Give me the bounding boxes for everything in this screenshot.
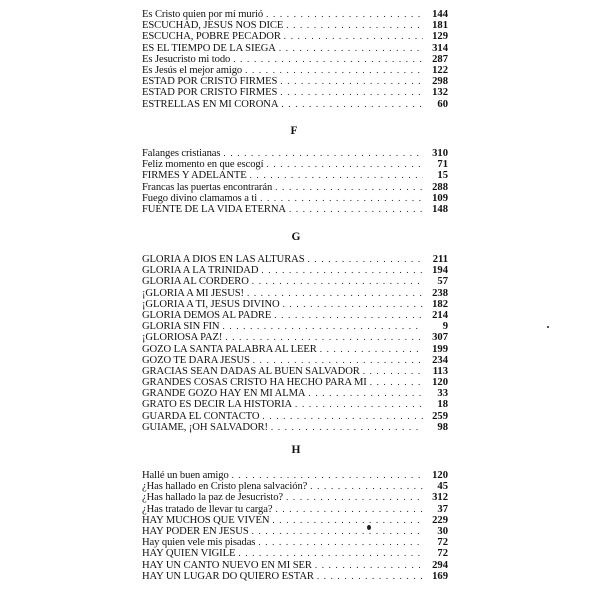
- dot-leader: [289, 204, 423, 215]
- index-section-e: [142, 9, 448, 110]
- entry-title: GLORIA A LA TRINIDAD: [142, 265, 259, 277]
- entry-page-number: 211: [432, 254, 448, 265]
- entry-page-number: 120: [432, 470, 448, 481]
- index-entry: [142, 355, 448, 366]
- entry-page-number: 18: [437, 399, 448, 411]
- entry-page-number: 194: [432, 265, 448, 277]
- index-entry: [142, 288, 448, 299]
- dot-leader: [284, 31, 423, 42]
- index-entry: [142, 182, 448, 193]
- entry-page-number: 30: [437, 525, 448, 537]
- index-entry: [142, 159, 448, 170]
- dot-leader: [320, 344, 423, 355]
- index-entry: [142, 537, 448, 548]
- entry-title: Es Jesús el mejor amigo: [142, 64, 243, 76]
- entry-page-number: 132: [432, 87, 448, 99]
- entry-page-number: 312: [432, 492, 448, 504]
- dot-leader: [315, 560, 423, 571]
- index-entry: [142, 560, 448, 571]
- entry-title: ¡GLORIA A MI JESUS!: [142, 287, 244, 299]
- entry-page-number: 60: [437, 98, 448, 110]
- entry-title: ESTAD POR CRISTO FIRMES: [142, 87, 278, 99]
- index-entry: [142, 254, 448, 265]
- entry-page-number: 144: [432, 9, 448, 20]
- index-entry: [142, 9, 448, 20]
- entry-title: HAY QUIEN VIGILE: [142, 548, 236, 560]
- entry-page-number: 148: [432, 203, 448, 215]
- entry-page-number: 229: [432, 514, 448, 526]
- entry-title: ESCUCHA, POBRE PECADOR: [142, 31, 281, 43]
- index-section-f: [142, 148, 448, 215]
- index-entry: [142, 148, 448, 159]
- dot-leader: [260, 193, 423, 204]
- dot-leader: [223, 148, 423, 159]
- index-entry: [142, 87, 448, 98]
- entry-page-number: 72: [437, 537, 448, 549]
- entry-title: ¿Has hallado en Cristo plena salvación?: [142, 481, 308, 493]
- entry-page-number: 234: [432, 354, 448, 366]
- entry-page-number: 9: [442, 321, 448, 333]
- index-entry: [142, 20, 448, 31]
- entry-title: Francas las puertas encontrarán: [142, 181, 273, 193]
- dot-leader: [279, 43, 423, 54]
- dot-leader: [252, 526, 423, 537]
- entry-title: Fuego divino clamamos a ti: [142, 192, 258, 204]
- index-entry: [142, 399, 448, 410]
- entry-title: GLORIA SIN FIN: [142, 321, 220, 333]
- entry-page-number: 71: [437, 159, 448, 171]
- dot-leader: [238, 548, 423, 559]
- dot-leader: [295, 399, 423, 410]
- entry-title: FIRMES Y ADELANTE: [142, 170, 247, 182]
- dot-leader: [247, 288, 423, 299]
- entry-title: GRACIAS SEAN DADAS AL BUEN SALVADOR: [142, 365, 360, 377]
- entry-page-number: 294: [432, 559, 448, 571]
- index-entry: [142, 299, 448, 310]
- entry-page-number: 181: [432, 20, 448, 32]
- index-entry: [142, 76, 448, 87]
- entry-page-number: 238: [432, 287, 448, 299]
- entry-page-number: 298: [432, 76, 448, 88]
- entry-title: Feliz momento en que escogí: [142, 159, 264, 171]
- entry-title: ESCUCHAD, JESUS NOS DICE: [142, 20, 284, 32]
- dot-leader: [275, 182, 423, 193]
- entry-title: ¡GLORIOSA PAZ!: [142, 332, 223, 344]
- index-entry: [142, 548, 448, 559]
- entry-page-number: 37: [437, 503, 448, 515]
- dot-leader: [266, 9, 423, 20]
- index-entry: [142, 504, 448, 515]
- entry-title: Hay quien vele mis pisadas: [142, 537, 256, 549]
- dot-leader: [370, 377, 423, 388]
- index-entry: [142, 43, 448, 54]
- entry-page-number: 122: [432, 64, 448, 76]
- entry-page-number: 72: [437, 548, 448, 560]
- index-section-g: [142, 254, 448, 433]
- dot-leader: [280, 87, 423, 98]
- entry-title: ESTAD POR CRISTO FIRMES: [142, 76, 278, 88]
- entry-title: HAY PODER EN JESUS: [142, 525, 249, 537]
- dot-leader: [286, 492, 423, 503]
- dot-leader: [283, 299, 423, 310]
- entry-title: Hallé un buen amigo: [142, 470, 229, 481]
- entry-title: ¿Has tratado de llevar tu carga?: [142, 503, 273, 515]
- entry-page-number: 15: [437, 170, 448, 182]
- index-entry: [142, 54, 448, 65]
- dot-leader: [363, 366, 423, 377]
- dot-leader: [274, 310, 423, 321]
- entry-title: HAY UN LUGAR DO QUIERO ESTAR: [142, 570, 314, 582]
- section-letter-h: H: [291, 444, 301, 456]
- scan-speck: [367, 525, 371, 530]
- entry-page-number: 307: [432, 332, 448, 344]
- entry-page-number: 199: [432, 343, 448, 355]
- dot-leader: [275, 504, 423, 515]
- entry-title: GUIAME, ¡OH SALVADOR!: [142, 421, 268, 433]
- entry-title: ESTRELLAS EN MI CORONA: [142, 98, 279, 110]
- index-entry: [142, 265, 448, 276]
- entry-title: Falanges cristianas: [142, 148, 221, 159]
- index-entry: [142, 377, 448, 388]
- entry-page-number: 214: [432, 309, 448, 321]
- dot-leader: [232, 470, 423, 481]
- entry-title: GLORIA A DIOS EN LAS ALTURAS: [142, 254, 305, 265]
- entry-title: GRANDE GOZO HAY EN MI ALMA: [142, 388, 306, 400]
- entry-title: GOZO TE DARA JESUS: [142, 354, 250, 366]
- entry-page-number: 310: [432, 148, 448, 159]
- dot-leader: [233, 54, 423, 65]
- index-entry: [142, 65, 448, 76]
- index-entry: [142, 310, 448, 321]
- index-entry: [142, 99, 448, 110]
- index-entry: [142, 170, 448, 181]
- entry-title: Es Jesucristo mi todo: [142, 53, 231, 65]
- index-entry: [142, 344, 448, 355]
- dot-leader: [253, 355, 423, 366]
- entry-page-number: 120: [432, 377, 448, 389]
- dot-leader: [308, 388, 423, 399]
- index-entry: [142, 388, 448, 399]
- entry-page-number: 314: [432, 42, 448, 54]
- entry-page-number: 259: [432, 410, 448, 422]
- entry-title: GRATO ES DECIR LA HISTORIA: [142, 399, 293, 411]
- entry-title: GLORIA DEMOS AL PADRE: [142, 309, 272, 321]
- dot-leader: [225, 332, 423, 343]
- dot-leader: [222, 321, 423, 332]
- entry-title: GRANDES COSAS CRISTO HA HECHO PARA MI: [142, 377, 367, 389]
- entry-title: FUENTE DE LA VIDA ETERNA: [142, 203, 286, 215]
- dot-leader: [261, 265, 423, 276]
- entry-title: HAY MUCHOS QUE VIVEN: [142, 514, 270, 526]
- index-entry: [142, 276, 448, 287]
- dot-leader: [272, 515, 423, 526]
- entry-title: ¡GLORIA A TI, JESUS DIVINO: [142, 298, 280, 310]
- scan-speck: [547, 326, 549, 328]
- index-entry: [142, 193, 448, 204]
- dot-leader: [281, 99, 423, 110]
- dot-leader: [308, 254, 423, 265]
- index-entry: [142, 526, 448, 537]
- entry-title: ¿Has hallado la paz de Jesucristo?: [142, 492, 284, 504]
- index-entry: [142, 492, 448, 503]
- entry-page-number: 33: [437, 388, 448, 400]
- dot-leader: [271, 422, 423, 433]
- entry-page-number: 113: [432, 365, 448, 377]
- dot-leader: [317, 571, 423, 582]
- index-entry: [142, 515, 448, 526]
- index-entry: [142, 31, 448, 42]
- entry-page-number: 109: [432, 192, 448, 204]
- dot-leader: [286, 20, 423, 31]
- dot-leader: [250, 170, 423, 181]
- index-entry: [142, 571, 448, 582]
- entry-title: GUARDA EL CONTACTO: [142, 410, 260, 422]
- index-entry: [142, 321, 448, 332]
- index-entry: [142, 332, 448, 343]
- index-entry: [142, 411, 448, 422]
- section-letter-f: F: [290, 125, 298, 137]
- entry-title: HAY UN CANTO NUEVO EN MI SER: [142, 559, 312, 571]
- entry-page-number: 98: [437, 421, 448, 433]
- index-entry: [142, 366, 448, 377]
- entry-title: GOZO LA SANTA PALABRA AL LEER: [142, 343, 317, 355]
- entry-page-number: 129: [432, 31, 448, 43]
- index-section-h: [142, 470, 448, 582]
- entry-page-number: 182: [432, 298, 448, 310]
- dot-leader: [245, 65, 423, 76]
- entry-page-number: 287: [432, 53, 448, 65]
- entry-page-number: 45: [437, 481, 448, 493]
- index-entry: [142, 422, 448, 433]
- dot-leader: [310, 481, 423, 492]
- index-entry: [142, 481, 448, 492]
- dot-leader: [266, 159, 423, 170]
- entry-page-number: 169: [432, 570, 448, 582]
- dot-leader: [262, 411, 423, 422]
- index-entry: [142, 204, 448, 215]
- dot-leader: [280, 76, 423, 87]
- entry-title: ES EL TIEMPO DE LA SIEGA: [142, 42, 276, 54]
- entry-page-number: 57: [437, 276, 448, 288]
- entry-title: Es Cristo quien por mí murió: [142, 9, 264, 20]
- section-letter-g: G: [291, 231, 301, 243]
- dot-leader: [258, 537, 423, 548]
- entry-title: GLORIA AL CORDERO: [142, 276, 249, 288]
- index-entry: [142, 470, 448, 481]
- entry-page-number: 288: [432, 181, 448, 193]
- dot-leader: [252, 276, 423, 287]
